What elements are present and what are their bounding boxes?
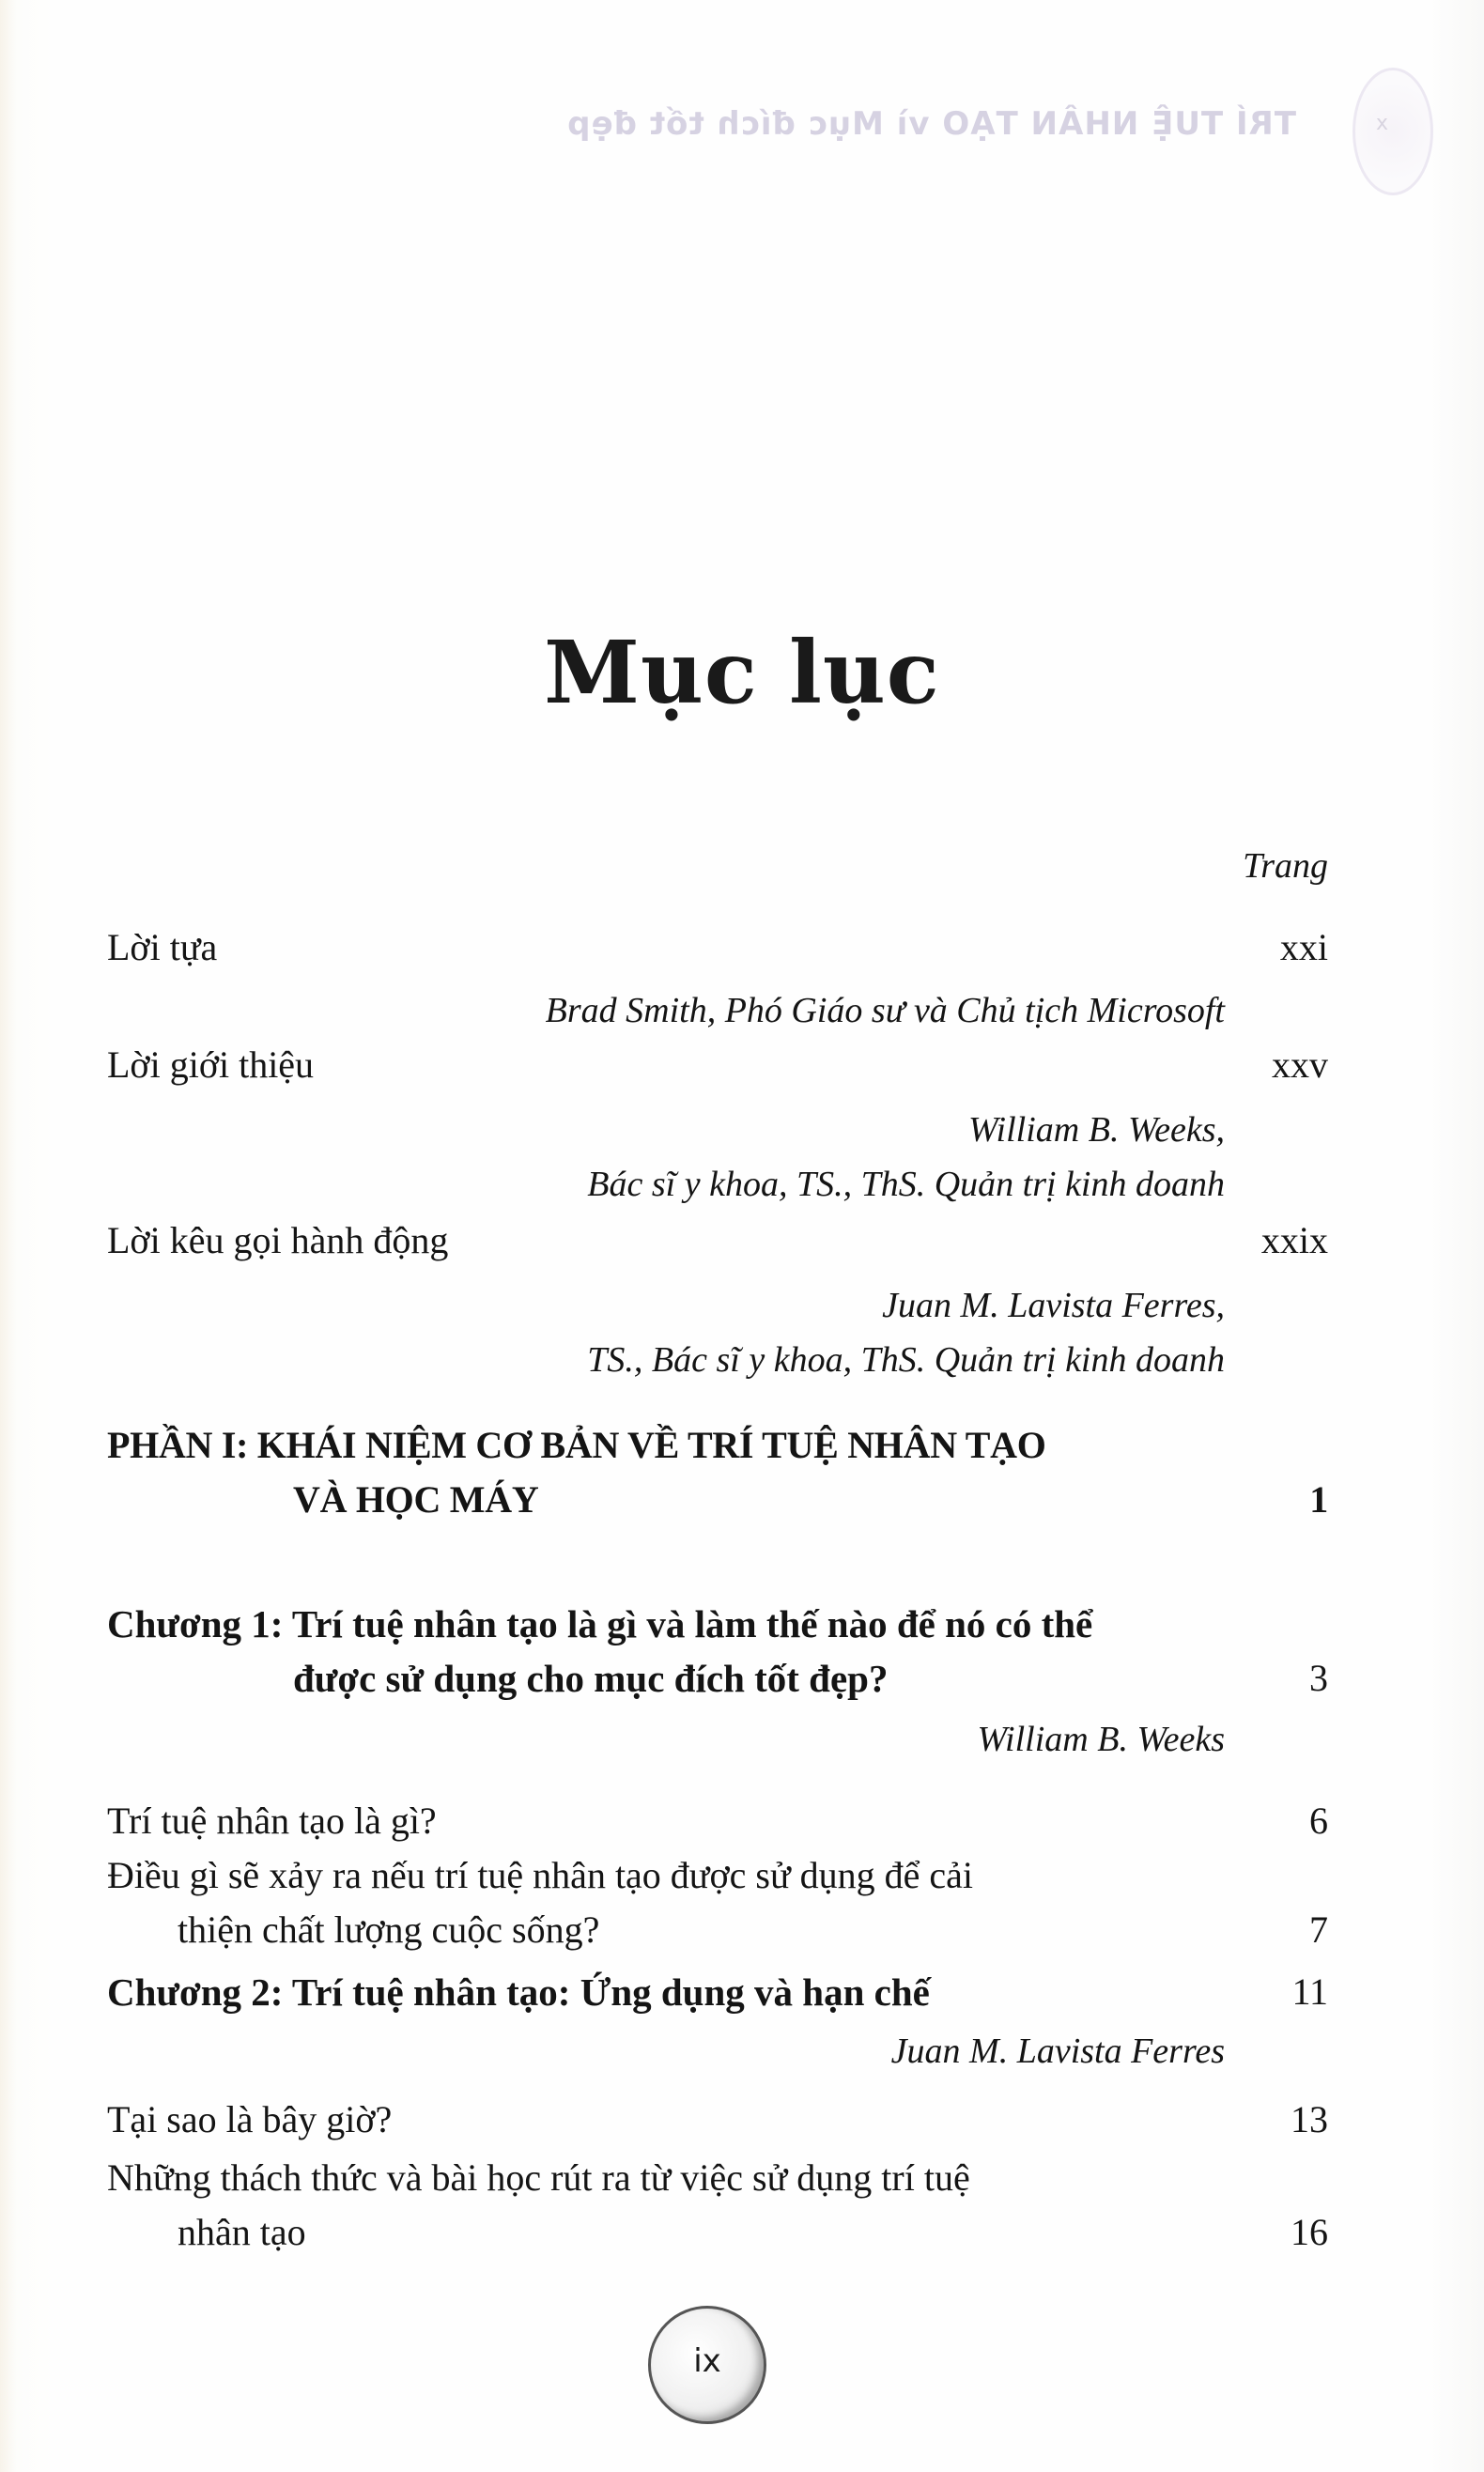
toc-author: Brad Smith, Phó Giáo sư và Chủ tịch Microsoft [545,991,1225,1030]
toc-entry-part-1[interactable] [107,1418,1328,1527]
toc-entry-label: Lời tựa [107,926,218,968]
toc-page-number: xxv [1272,1043,1328,1086]
toc-entry-label: Chương 2: Trí tuệ nhân tạo: Ứng dụng và hạn chế [107,1970,930,2014]
toc-entry-label: Lời kêu gọi hành động [107,1219,449,1261]
toc-page-number: 11 [1291,1970,1328,2013]
toc-entry-section[interactable] [107,1848,1328,1957]
toc-entry-label-continued: nhân tạo [178,2211,306,2253]
bleed-through-page-number: x [1376,112,1389,135]
bleed-through-page-badge [1353,68,1433,195]
page-number-badge [648,2306,766,2424]
toc-entry-label-continued: VÀ HỌC MÁY [293,1478,539,1521]
bleed-through-running-header: TRÍ TUỆ NHÂN TẠO vì Mục đích tốt đẹp [566,105,1296,143]
toc-entry-label: Điều gì sẽ xảy ra nếu trí tuệ nhân tạo được sử dụng để cải [107,1854,974,1896]
toc-entry-label: Tại sao là bây giờ? [107,2098,393,2140]
toc-entry-label: PHẦN I: KHÁI NIỆM CƠ BẢN VỀ TRÍ TUỆ NHÂN TẠO [107,1424,1046,1466]
page-title: Mục lục [544,621,940,723]
page-column-header: Trang [1243,846,1328,886]
toc-page-number: 6 [1309,1800,1328,1842]
toc-entry-chapter-2[interactable] [107,1965,1328,2019]
toc-entry-section[interactable] [107,2151,1328,2260]
toc-author: Juan M. Lavista Ferres [890,2032,1225,2071]
toc-entry-foreword[interactable] [107,920,1328,975]
toc-author: Juan M. Lavista Ferres, [882,1286,1225,1325]
toc-entry-introduction[interactable] [107,1038,1328,1092]
toc-entry-chapter-1[interactable] [107,1597,1328,1706]
toc-page-number: xxi [1279,926,1328,968]
toc-author: William B. Weeks, [968,1110,1225,1150]
toc-author-credentials: TS., Bác sĩ y khoa, ThS. Quản trị kinh doanh [587,1340,1225,1380]
toc-page-number: 16 [1291,2211,1328,2253]
toc-page-number: 1 [1309,1478,1328,1521]
toc-entry-label-continued: được sử dụng cho mục đích tốt đẹp? [293,1657,889,1700]
toc-entry-label-continued: thiện chất lượng cuộc sống? [178,1908,600,1951]
toc-author-credentials: Bác sĩ y khoa, TS., ThS. Quản trị kinh doanh [587,1165,1225,1204]
toc-entry-section[interactable] [107,1794,1328,1848]
toc-page-number: 13 [1291,2098,1328,2140]
page-number: ix [693,2342,721,2380]
toc-entry-label: Những thách thức và bài học rút ra từ việc sử dụng trí tuệ [107,2156,970,2199]
toc-entry-section[interactable] [107,2093,1328,2147]
toc-entry-label: Lời giới thiệu [107,1043,315,1086]
toc-entry-call-to-action[interactable] [107,1213,1328,1268]
toc-entry-label: Trí tuệ nhân tạo là gì? [107,1800,437,1842]
toc-entry-label: Chương 1: Trí tuệ nhân tạo là gì và làm thế nào để nó có thể [107,1602,1093,1645]
toc-page-number: xxix [1260,1219,1328,1261]
toc-page-number: 7 [1309,1908,1328,1951]
toc-author: William B. Weeks [977,1720,1225,1759]
toc-page-number: 3 [1309,1657,1328,1699]
